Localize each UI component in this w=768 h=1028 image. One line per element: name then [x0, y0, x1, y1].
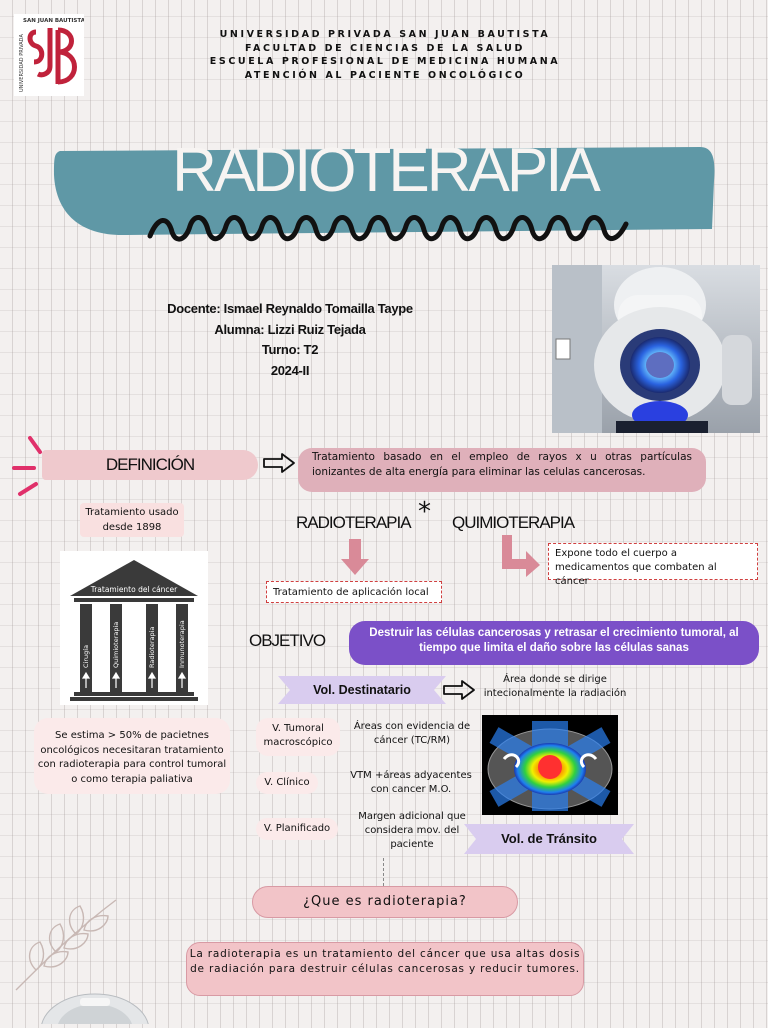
dose-distribution-ct-image [482, 715, 618, 815]
university-logo [14, 14, 84, 96]
objective-heading: OBJETIVO [249, 631, 326, 650]
quimioterapia-heading: QUIMIOTERAPIA [452, 513, 575, 532]
since-badge [80, 503, 184, 537]
since-line-1: Tratamiento usado [85, 507, 179, 518]
turno-line: Turno: T2 [261, 342, 319, 357]
right-arrow-icon [262, 452, 296, 474]
header-line-faculty: FACULTAD DE CIENCIAS DE LA SALUD [245, 42, 525, 54]
connector-line [383, 858, 386, 886]
vol-item-tumoral: V. Tumoral macroscópico [256, 718, 340, 756]
temple-roof-label: Tratamiento del cáncer [90, 585, 178, 594]
radioterapia-description: Tratamiento de aplicación local [266, 581, 442, 603]
radioterapia-heading: RADIOTERAPIA [296, 513, 411, 532]
pillar-label-2: Quimioterapia [112, 621, 120, 668]
vol-destinatario-label: Vol. Destinatario [313, 683, 411, 697]
header-line-university: UNIVERSIDAD PRIVADA SAN JUAN BAUTISTA [219, 29, 551, 40]
header-line-course: ATENCIÓN AL PACIENTE ONCOLÓGICO [244, 69, 526, 81]
vol-desc-planificado: Margen adicional que considera mov. del paciente [358, 811, 466, 850]
asterisk-symbol: * [418, 497, 431, 527]
credits-block [150, 299, 430, 381]
quimioterapia-description: Expone todo el cuerpo a medicamentos que combaten al cáncer [548, 543, 758, 580]
pillar-label-4: Inmunoterapia [178, 620, 186, 668]
definition-label: DEFINICIÓN [105, 455, 195, 474]
pillar-label-3: Radioterapia [148, 626, 156, 668]
since-line-2: desde 1898 [102, 522, 162, 533]
right-arrow-icon [442, 679, 476, 701]
answer-text: La radioterapia es un tratamiento del cáncer que usa altas dosis de radiación para destruir células cancerosas y reducir tumores. [186, 942, 584, 996]
vol-desc-clinico: VTM +áreas adyacentes con cancer M.O. [350, 770, 472, 795]
page-title: RADIOTERAPIA [172, 136, 598, 205]
periodo-line: 2024-II [270, 362, 310, 378]
linear-accelerator-photo [552, 265, 760, 433]
vol-transito-label: Vol. de Tránsito [501, 831, 597, 846]
header-line-school: ESCUELA PROFESIONAL DE MEDICINA HUMANA [209, 56, 561, 67]
definition-text: Tratamiento basado en el empleo de rayos x u otras partículas ionizantes de alta energía para eliminar las celulas cancerosas. [298, 448, 706, 492]
leaf-decoration [6, 890, 136, 1000]
question-heading: ¿Que es radioterapia? [252, 886, 518, 918]
vol-item-clinico: V. Clínico [256, 772, 318, 794]
institution-header [160, 28, 610, 82]
bend-arrow-icon [498, 533, 542, 577]
vol-desc-tumoral: Áreas con evidencia de cáncer (TC/RM) [353, 721, 471, 746]
estimate-note: Se estima > 50% de pacietnes oncológicos necesitaran tratamiento con radioterapia para control tumoral o como terapia paliativa [34, 718, 230, 794]
docente-line: Docente: Ismael Reynaldo Tomailla Taype [167, 301, 413, 316]
down-arrow-icon [339, 537, 371, 577]
objective-text: Destruir las células cancerosas y retrasar el crecimiento tumoral, al tiempo que limita el daño sobre las células sanas [349, 621, 759, 665]
squiggle-decoration [146, 206, 632, 246]
svg-text:UNIVERSIDAD PRIVADA: UNIVERSIDAD PRIVADA [19, 34, 25, 92]
linear-accelerator-photo-small [40, 990, 150, 1024]
vol-destinatario-description: Área donde se dirige intecionalmente la radiación [483, 674, 627, 699]
pillar-label-1: Cirugía [82, 644, 90, 668]
alumna-line: Alumna: Lizzi Ruiz Tejada [214, 321, 366, 337]
svg-text:SAN JUAN BAUTISTA: SAN JUAN BAUTISTA [23, 18, 84, 24]
cancer-treatment-pillars-diagram [66, 556, 202, 702]
vol-item-planificado: V. Planificado [256, 818, 338, 840]
